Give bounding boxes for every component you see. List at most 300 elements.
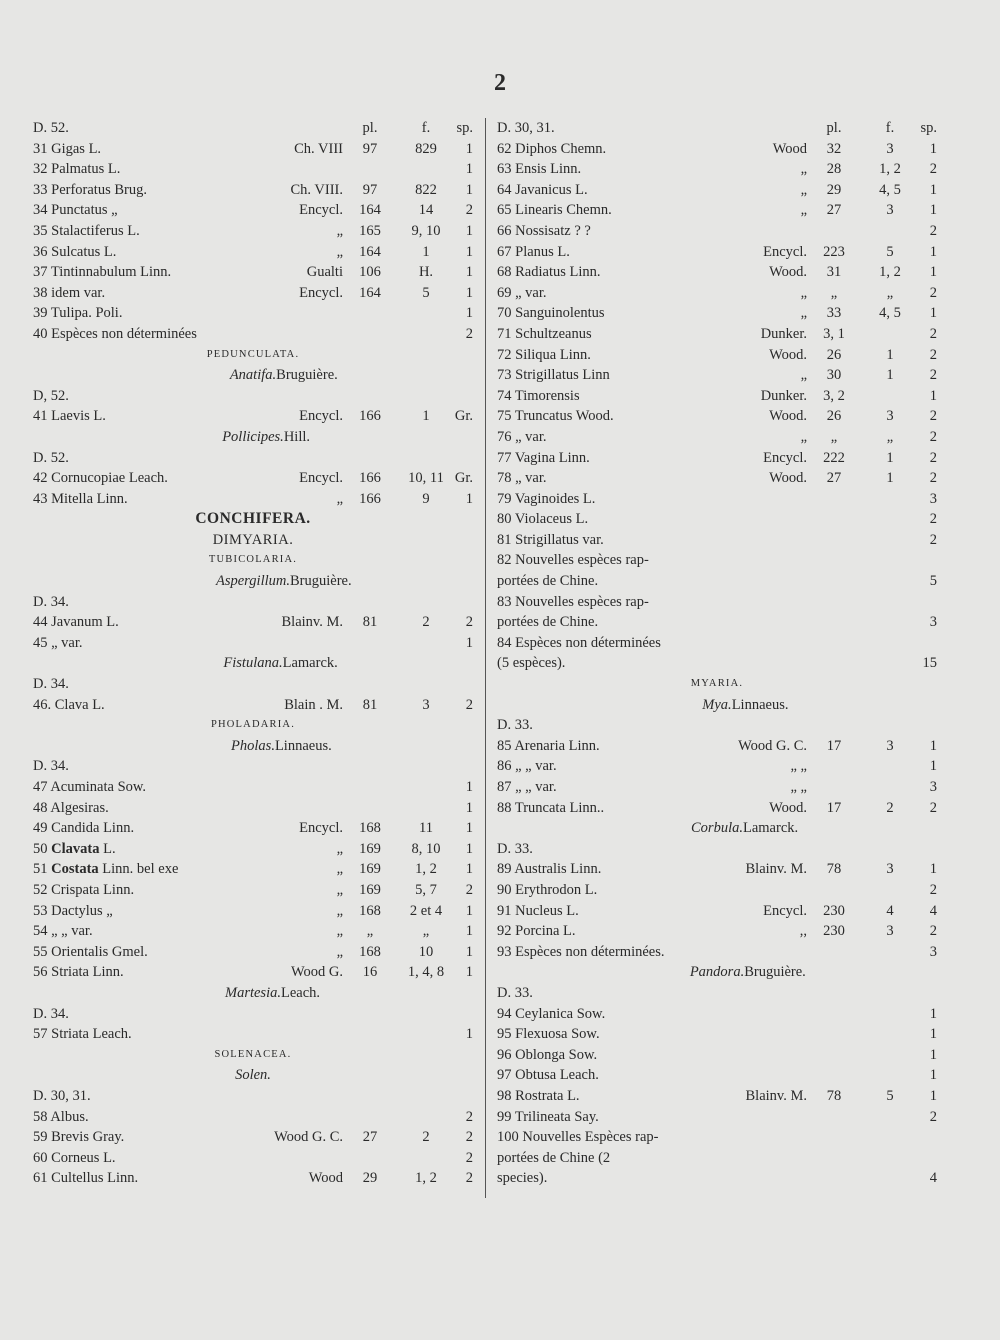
column-header-sp: sp. (456, 120, 473, 136)
figure-number: 10 (418, 943, 434, 960)
plate-number: 78 (826, 861, 842, 878)
plate-number: „ (366, 923, 374, 940)
list-item (33, 139, 473, 160)
figure-number: 1, 2 (415, 1170, 437, 1187)
list-item (33, 406, 473, 427)
list-item (33, 1004, 473, 1025)
section-ref: D. 52. (33, 120, 69, 136)
species-name: 98 Rostrata L. (497, 1087, 580, 1104)
list-item (497, 592, 937, 613)
specimen-count: 1 (929, 243, 937, 260)
species-reference: Wood. (769, 799, 807, 816)
species-name: 68 Radiatus Linn. (497, 264, 601, 281)
plate-number: 169 (359, 881, 381, 898)
list-item (33, 612, 473, 633)
genus-heading (33, 1065, 473, 1086)
species-name: 58 Albus. (33, 1108, 89, 1125)
plate-number: 81 (362, 614, 378, 631)
list-item (33, 962, 473, 983)
list-item (497, 983, 937, 1004)
species-reference: Encycl. (763, 449, 807, 466)
list-item (497, 345, 937, 366)
figure-number: 5 (886, 1087, 894, 1104)
specimen-count: 1 (465, 840, 473, 857)
species-name: 93 Espèces non déterminées. (497, 943, 665, 960)
plate-number: 27 (362, 1129, 378, 1146)
list-item (497, 283, 937, 304)
species-reference: „ (336, 861, 343, 878)
list-item (497, 715, 937, 736)
species-reference: „ (336, 902, 343, 919)
specimen-count: 2 (465, 614, 473, 631)
figure-number: 1, 2 (415, 861, 437, 878)
plate-number: 26 (826, 408, 842, 425)
list-item (497, 818, 937, 839)
list-item (33, 159, 473, 180)
list-item (497, 139, 937, 160)
right-column (497, 118, 937, 1189)
genus-author: Bruguière. (276, 367, 338, 384)
figure-number: 3 (886, 140, 894, 157)
genus-name: Pandora. (689, 964, 745, 981)
species-name: 87 „ „ var. (497, 779, 557, 795)
section-heading: PHOLADARIA. (210, 719, 296, 731)
figure-number: 822 (415, 181, 437, 198)
genus-name: Fistulana. (223, 655, 283, 672)
list-item (33, 798, 473, 819)
plate-number: 168 (359, 902, 381, 919)
specimen-count: 1 (929, 202, 937, 219)
specimen-count: 1 (465, 943, 473, 960)
species-name: 60 Corneus L. (33, 1149, 116, 1166)
species-name: 62 Diphos Chemn. (497, 140, 607, 157)
figure-number: 3 (886, 737, 894, 754)
plate-number: 26 (826, 346, 842, 363)
plate-number: 81 (362, 696, 378, 713)
species-reference: Wood G. C. (738, 737, 807, 754)
page-number: 2 (494, 70, 506, 96)
left-column (33, 118, 473, 1189)
species-name: 34 Punctatus „ (33, 202, 118, 219)
genus-name: Corbula. (691, 820, 743, 837)
plate-number: 106 (359, 264, 381, 281)
list-item (497, 427, 937, 448)
species-reference: Encycl. (299, 470, 343, 487)
list-item (497, 839, 937, 860)
species-reference: „ (336, 943, 343, 960)
genus-heading (497, 818, 937, 839)
figure-number: 4, 5 (879, 181, 901, 198)
specimen-count: 3 (929, 614, 937, 631)
specimen-count: 1 (465, 264, 473, 281)
list-item (33, 1065, 473, 1086)
figure-number: 11 (419, 820, 433, 837)
list-item (497, 777, 937, 798)
list-item (33, 221, 473, 242)
figure-number: 2 (422, 614, 430, 631)
column-divider (485, 118, 486, 1198)
figure-number: 5, 7 (415, 881, 437, 898)
list-item (497, 880, 937, 901)
specimen-count: 3 (929, 943, 937, 960)
list-item (497, 406, 937, 427)
genus-name: Mya. (702, 696, 732, 713)
species-name: 37 Tintinnabulum Linn. (33, 264, 172, 281)
list-item (33, 880, 473, 901)
list-item (497, 365, 937, 386)
genus-heading (33, 653, 473, 674)
plate-number: 166 (359, 470, 381, 487)
species-name: 61 Cultellus Linn. (33, 1170, 139, 1187)
species-reference: „ (336, 490, 343, 507)
species-reference: Wood. (769, 264, 807, 281)
list-item (497, 901, 937, 922)
species-reference: „ „ (790, 779, 807, 795)
species-name: 36 Sulcatus L. (33, 243, 117, 260)
section-ref: D. 30, 31. (497, 120, 555, 136)
list-item (33, 921, 473, 942)
list-item (33, 1148, 473, 1169)
species-reference: Dunker. (760, 325, 807, 342)
list-item (497, 386, 937, 407)
figure-number: 1 (886, 449, 894, 466)
figure-number: „ (886, 284, 894, 301)
column-header-f: f. (421, 120, 431, 136)
species-name: (5 espèces). (497, 655, 566, 672)
list-item (497, 448, 937, 469)
specimen-count: 2 (929, 881, 937, 898)
species-name: 85 Arenaria Linn. (497, 737, 600, 754)
plate-number: 27 (826, 470, 842, 487)
list-item (33, 715, 473, 736)
list-item (33, 839, 473, 860)
plate-number: 169 (359, 840, 381, 857)
species-reference: Wood. (769, 470, 807, 487)
list-item (33, 571, 473, 592)
specimen-count: 1 (465, 140, 473, 157)
plate-number: 164 (359, 284, 381, 301)
figure-number: 2 (886, 799, 894, 816)
specimen-count: 2 (929, 470, 937, 487)
list-item (497, 1004, 937, 1025)
section-ref: D. 34. (33, 758, 69, 775)
column-header-sp: sp. (920, 120, 937, 136)
species-name: 46. Clava L. (33, 696, 105, 713)
plate-number: 223 (823, 243, 845, 260)
specimen-count: 1 (929, 758, 937, 775)
plate-number: 168 (359, 820, 381, 837)
figure-number: 4, 5 (879, 305, 901, 322)
species-name: 78 „ var. (497, 470, 547, 487)
specimen-count: 2 (929, 284, 937, 301)
species-name: 54 „ „ var. (33, 923, 93, 940)
species-name: 95 Flexuosa Sow. (497, 1026, 600, 1043)
list-item (33, 324, 473, 345)
plate-number: „ (830, 428, 838, 445)
figure-number: 1, 4, 8 (407, 964, 445, 981)
genus-author: Linnaeus. (274, 737, 332, 754)
section-ref: D. 34. (33, 1005, 69, 1022)
species-name: 40 Espèces non déterminées (33, 325, 197, 342)
figure-number: 2 et 4 (409, 902, 443, 919)
species-name: 72 Siliqua Linn. (497, 346, 591, 363)
list-item (497, 180, 937, 201)
species-reference: Encycl. (299, 202, 343, 219)
specimen-count: 1 (465, 902, 473, 919)
species-name: 91 Nucleus L. (497, 902, 579, 919)
figure-number: 3 (886, 408, 894, 425)
list-item (33, 592, 473, 613)
figure-number: 3 (886, 923, 894, 940)
figure-number: 9, 10 (411, 222, 441, 239)
specimen-count: 2 (465, 325, 473, 342)
list-item (33, 262, 473, 283)
list-item (33, 1086, 473, 1107)
species-name: 89 Australis Linn. (497, 861, 602, 878)
species-name: 69 „ var. (497, 284, 547, 301)
species-name: portées de Chine (2 (497, 1149, 611, 1166)
plate-number: 29 (826, 181, 842, 198)
species-name: 77 Vagina Linn. (497, 449, 590, 466)
specimen-count: 1 (929, 181, 937, 198)
species-reference: Blainv. M. (745, 1087, 807, 1104)
species-reference: Blainv. M. (745, 861, 807, 878)
section-heading: TUBICOLARIA. (208, 554, 298, 566)
species-name: portées de Chine. (497, 573, 599, 590)
species-reference: Wood. (769, 346, 807, 363)
species-reference: Wood (308, 1170, 343, 1187)
species-name: 74 Timorensis (497, 387, 580, 404)
list-item (33, 242, 473, 263)
section-ref: D. 33. (497, 984, 533, 1001)
species-name: 84 Espèces non déterminées (497, 634, 661, 651)
species-reference: Blain . M. (284, 696, 343, 713)
species-name: 79 Vaginoides L. (497, 490, 596, 507)
specimen-count: 3 (929, 779, 937, 795)
figure-number: 5 (886, 243, 894, 260)
species-name: 39 Tulipa. Poli. (33, 305, 123, 322)
list-item (497, 1148, 937, 1169)
species-reference: Encycl. (299, 820, 343, 837)
specimen-count: 2 (465, 881, 473, 898)
list-item (497, 1127, 937, 1148)
specimen-count: 1 (465, 490, 473, 507)
list-item (33, 448, 473, 469)
list-item (33, 756, 473, 777)
section-heading: SOLENACEA. (214, 1048, 292, 1060)
species-name: 64 Javanicus L. (497, 181, 588, 198)
species-reference: „ (800, 202, 807, 219)
list-item (33, 777, 473, 798)
species-reference: Wood (772, 140, 807, 157)
figure-number: 3 (422, 696, 430, 713)
list-item (497, 1086, 937, 1107)
genus-heading (497, 695, 937, 716)
plate-number: 78 (826, 1087, 842, 1104)
plate-number: 230 (823, 923, 845, 940)
species-name: 33 Perforatus Brug. (33, 181, 147, 198)
section-ref: D. 33. (497, 840, 533, 857)
species-reference: Wood. (769, 408, 807, 425)
species-reference: „ (800, 367, 807, 384)
specimen-count: 1 (465, 222, 473, 239)
plate-number: 164 (359, 202, 381, 219)
list-item (497, 118, 937, 139)
list-item (497, 221, 937, 242)
list-item (33, 736, 473, 757)
list-item (33, 1168, 473, 1189)
plate-number: 30 (826, 367, 842, 384)
species-name: 96 Oblonga Sow. (497, 1046, 598, 1063)
plate-number: 166 (359, 408, 381, 425)
specimen-count: 1 (465, 305, 473, 322)
list-item (33, 818, 473, 839)
list-item (33, 468, 473, 489)
species-reference: Encycl. (299, 408, 343, 425)
specimen-count: 2 (929, 408, 937, 425)
list-item (33, 1107, 473, 1128)
list-item (497, 550, 937, 571)
species-name: 52 Crispata Linn. (33, 881, 135, 898)
section-ref: D. 52. (33, 449, 69, 466)
specimen-count: Gr. (454, 470, 473, 487)
list-item (33, 1024, 473, 1045)
plate-number: 97 (362, 181, 378, 198)
species-reference: „ (336, 243, 343, 260)
specimen-count: 2 (465, 202, 473, 219)
list-item (497, 1107, 937, 1128)
specimen-count: 1 (465, 243, 473, 260)
figure-number: „ (886, 428, 894, 445)
list-item (497, 468, 937, 489)
plate-number: „ (830, 284, 838, 301)
genus-name: Martesia. (225, 984, 281, 1001)
genus-author: Lamarck. (742, 820, 799, 837)
section-ref: D, 52. (33, 387, 69, 404)
genus-heading (33, 365, 473, 386)
plate-number: 169 (359, 861, 381, 878)
specimen-count: 1 (465, 634, 473, 651)
genus-author: Hill. (283, 428, 310, 445)
list-item (497, 962, 937, 983)
figure-number: 4 (886, 902, 894, 919)
species-name: 47 Acuminata Sow. (33, 779, 147, 795)
specimen-count: 1 (465, 861, 473, 878)
specimen-count: 1 (929, 1005, 937, 1022)
specimen-count: 2 (929, 367, 937, 384)
species-name: 42 Cornucopiae Leach. (33, 470, 168, 487)
specimen-count: 5 (929, 573, 937, 590)
species-name: 88 Truncata Linn.. (497, 799, 605, 816)
species-name: 55 Orientalis Gmel. (33, 943, 148, 960)
species-name: 44 Javanum L. (33, 614, 119, 631)
specimen-count: 1 (929, 1067, 937, 1084)
specimen-count: 2 (929, 161, 937, 178)
list-item (497, 695, 937, 716)
list-item (33, 283, 473, 304)
specimen-count: 2 (929, 222, 937, 239)
plate-number: 222 (823, 449, 845, 466)
list-item (33, 180, 473, 201)
list-item (33, 509, 473, 530)
list-item (497, 159, 937, 180)
section-ref: D. 30, 31. (33, 1087, 91, 1104)
species-reference: Blainv. M. (281, 614, 343, 631)
specimen-count: 2 (465, 1149, 473, 1166)
list-item (33, 345, 473, 366)
species-reference: „ (800, 305, 807, 322)
genus-name: Aspergillum. (216, 573, 290, 590)
order-heading: DIMYARIA. (212, 531, 294, 548)
species-name: 45 „ var. (33, 634, 83, 651)
species-name: 35 Stalactiferus L. (33, 222, 140, 239)
specimen-count: 1 (929, 387, 937, 404)
species-name: 94 Ceylanica Sow. (497, 1005, 606, 1022)
specimen-count: 1 (465, 964, 473, 981)
species-reference: „ (336, 222, 343, 239)
figure-number: 8, 10 (411, 840, 441, 857)
species-name: 53 Dactylus „ (33, 902, 113, 919)
genus-name: Pholas. (231, 737, 275, 754)
plate-number: 164 (359, 243, 381, 260)
species-bold-name: Costata (51, 861, 99, 878)
column-header-pl: pl. (362, 120, 378, 136)
species-reference: „ (800, 428, 807, 445)
plate-number: 3, 2 (823, 387, 845, 404)
list-item (497, 674, 937, 695)
species-reference: Encycl. (763, 902, 807, 919)
species-name: 80 Violaceus L. (497, 511, 589, 528)
species-name: 57 Striata Leach. (33, 1026, 132, 1043)
list-item (497, 921, 937, 942)
specimen-count: 2 (929, 511, 937, 528)
plate-number: 33 (826, 305, 842, 322)
specimen-count: 3 (929, 490, 937, 507)
list-item (497, 509, 937, 530)
section-ref: D. 33. (497, 717, 533, 734)
plate-number: 32 (826, 140, 842, 157)
figure-number: 5 (422, 284, 430, 301)
species-reference: Wood G. C. (274, 1129, 343, 1146)
list-item (33, 653, 473, 674)
figure-number: 10, 11 (408, 470, 444, 487)
list-item (497, 1024, 937, 1045)
figure-number: 1 (886, 470, 894, 487)
column-header-pl: pl. (826, 120, 842, 136)
species-reference: Ch. VIII (294, 140, 343, 157)
figure-number: 9 (422, 490, 430, 507)
list-item (497, 1065, 937, 1086)
plate-number: 17 (826, 799, 842, 816)
plate-number: 3, 1 (823, 325, 845, 342)
specimen-count: 15 (922, 655, 937, 672)
specimen-count: 2 (465, 1170, 473, 1187)
species-name: 81 Strigillatus var. (497, 531, 604, 548)
specimen-count: 1 (465, 161, 473, 178)
list-item (33, 983, 473, 1004)
species-reference: „ „ (790, 758, 807, 775)
species-reference: „ (336, 881, 343, 898)
figure-number: 1 (886, 346, 894, 363)
species-name: 100 Nouvelles Espèces rap- (497, 1129, 659, 1146)
specimen-count: 1 (465, 799, 473, 816)
list-item (33, 489, 473, 510)
list-item (497, 571, 937, 592)
specimen-count: 2 (929, 531, 937, 548)
list-item (497, 612, 937, 633)
species-name: 90 Erythrodon L. (497, 881, 598, 898)
list-item (497, 756, 937, 777)
